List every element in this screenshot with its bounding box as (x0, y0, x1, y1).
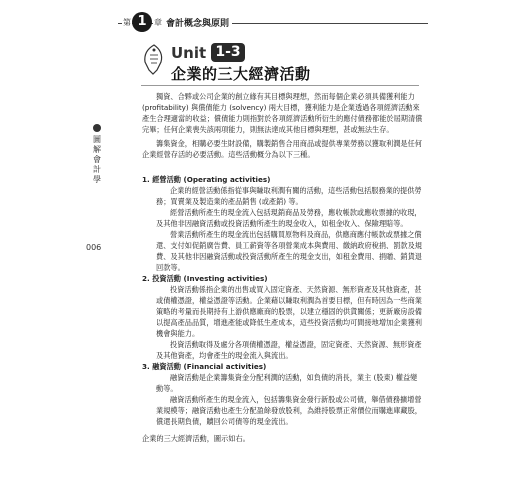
chapter-number-badge: 1 (132, 12, 152, 32)
section-paragraph: 經營活動所產生的現金流入包括現銷商品及勞務，應收帳款或應收票據的收現，及其他非因融資活動或投資活動所產生的現金收入，如租金收入、保險理賠等。 (156, 208, 422, 228)
page-number: 006 (86, 243, 102, 252)
unit-label: Unit (171, 44, 207, 62)
activities-list (142, 174, 424, 444)
section-paragraph: 投資活動取得及處分各項債權憑證，權益憑證，固定資產、天然資源、無形資產及其他資產，均會產生的現金流入與流出。 (156, 340, 422, 360)
unit-divider (141, 85, 419, 86)
side-tab-char: 圖 (93, 135, 101, 144)
section-paragraph: 融資活動所產生的現金流入，包括籌集資金發行新股或公司債，舉借債務擴增營業規模等；融資活動也產生分配盈餘發放股利，為維持股票正常價位而購進庫藏股，償還長期負債，贖回公司債等的現金流出。 (156, 395, 422, 426)
side-tab-char: 解 (93, 145, 101, 154)
unit-title: 企業的三大經濟活動 (171, 65, 311, 83)
chapter-title: 會計概念與原則 (163, 18, 232, 30)
side-tab-char: 計 (93, 165, 101, 174)
section-paragraph: 營業活動所產生的現金流出包括購買原物料及商品，供應商應付帳款或票據之償還、支付如促銷廣告費、員工薪資等各項營業成本與費用、繳納政府稅捐、罰款及規費、及其他非因融資活動或投資活動所產生的現金支出，如租金費用、捐贈、銷貨退回款等。 (156, 230, 422, 272)
chapter-prefix: 第 (123, 18, 131, 27)
section-paragraph: 融資活動是企業籌集資金分配利潤的活動，如負債的消長，業主 (股東) 權益變動等。 (156, 373, 418, 393)
unit-pointer-icon (141, 43, 167, 77)
section-paragraph: 投資活動係指企業的出售或買入固定資產、天然資源、無形資產及其他資產，甚或債權憑證，權益憑證等活動。企業藉以賺取利潤為首要目標，但有時因為一些商業策略的考量而長期持有上游供應廠商的股票，以建立穩固的供貨關係；更新廠房設備以提高產品品質，增進產能或降低生產成本，這些投資活動均可間接地增加企業獲利機會與能力。 (156, 285, 422, 338)
section-heading-operating: 1. 經營活動 (Operating activities) (142, 175, 271, 184)
section-heading-financing: 3. 融資活動 (Financial activities) (142, 362, 267, 371)
section-heading-investing: 2. 投資活動 (Investing activities) (142, 274, 268, 283)
side-book-tab (90, 124, 104, 185)
side-tab-char: 會 (93, 155, 101, 164)
intro-paragraph: 獨資、合夥或公司企業的創立緣有其目標與理想，然而每個企業必須具備獲利能力 (profitability) 與償債能力 (solvency) 兩大目標，獲利能力是企業透過各項經濟活動來產生合理適當的收益；償債能力則指對於各項經濟活動所衍生的應付債務都能於屆期清償完畢；任何企業喪失該兩項能力，則無法達成其他目標與理想，甚或無法生存。 (142, 92, 423, 134)
closing-line: 企業的三大經濟活動，圖示如右。 (142, 434, 250, 443)
intro-text (142, 91, 424, 160)
unit-number-badge: 1-3 (211, 43, 245, 62)
tab-dot-icon (93, 124, 101, 132)
intro-paragraph: 籌集資金，相購必要生財設備，購製銷售合用商品或提供專業勞務以獲取利潤是任何企業經營存活的必要活動。這些活動概分為以下三種。 (142, 139, 422, 159)
section-paragraph: 企業的經營活動係指從事與賺取利潤有關的活動，這些活動包括服務業的提供勞務；買賣業及製造業的產品銷售 (或產銷) 等。 (156, 186, 422, 206)
side-tab-char: 學 (93, 175, 101, 184)
chapter-suffix: 章 (154, 18, 162, 27)
